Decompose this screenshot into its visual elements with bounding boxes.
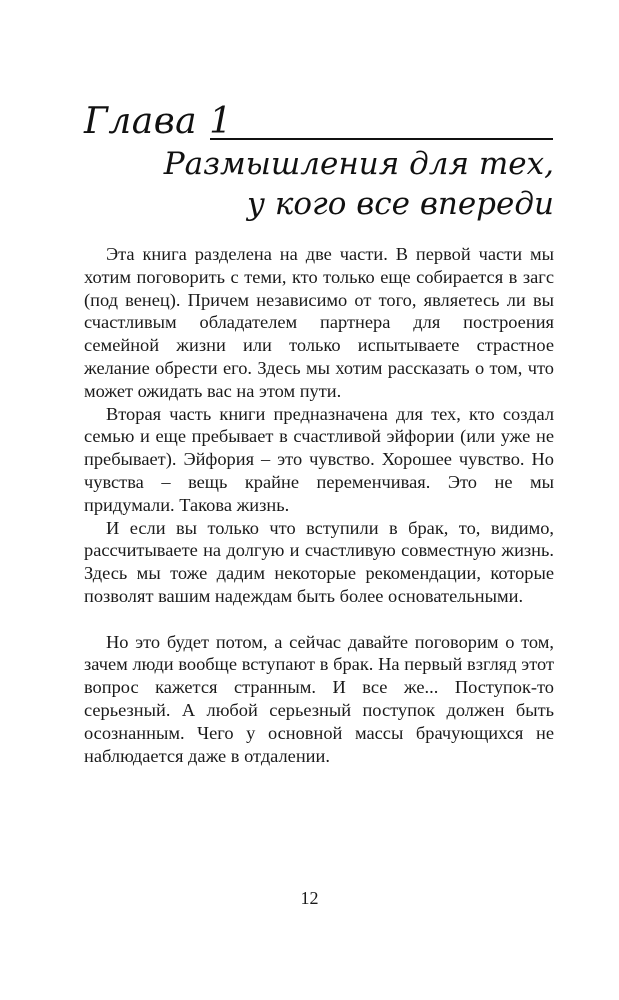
chapter-label-row [84, 100, 554, 144]
chapter-rule [210, 138, 553, 140]
chapter-title [84, 144, 554, 224]
paragraph-4: Но это будет потом, а сейчас давайте поговорим о том, зачем люди вообще вступают в брак. На первый взгляд этот вопрос кажется странным. И все же... Поступок-то серьезный. А любой серьезный поступок должен быть осознанным. Чего у основной массы брачующихся не наблюдается даже в отдалении. [84, 631, 554, 766]
paragraph-3: И если вы только что вступили в брак, то, видимо, рассчитываете на долгую и счастливую совместную жизнь. Здесь мы тоже дадим некоторые рекомендации, которые позволят вашим надеждам быть более основательными. [84, 517, 554, 606]
paragraph-1: Эта книга разделена на две части. В первой части мы хотим поговорить с теми, кто только еще собирается в загс (под венец). Причем независимо от того, являетесь ли вы счастливым обладателем партнера для построения семейной жизни или только испытываете страстное желание обрести его. Здесь мы хотим рассказать о том, что может ожидать вас на этом пути. [84, 244, 554, 401]
body-text [84, 243, 554, 767]
chapter-title-line-2: у кого все впереди [247, 186, 554, 222]
chapter-header [84, 100, 554, 230]
chapter-title-line-1: Размышления для тех, [163, 146, 554, 182]
page-number: 12 [300, 888, 319, 908]
chapter-label: Глава 1 [84, 101, 233, 142]
paragraph-2: Вторая часть книги предназначена для тех, кто создал семью и еще пребывает в счастливой эйфории (или уже не пребывает). Эйфория – это чувство. Хорошее чувство. Но чувства – вещь крайне переменчивая. Это не мы придумали. Такова жизнь. [84, 403, 554, 515]
